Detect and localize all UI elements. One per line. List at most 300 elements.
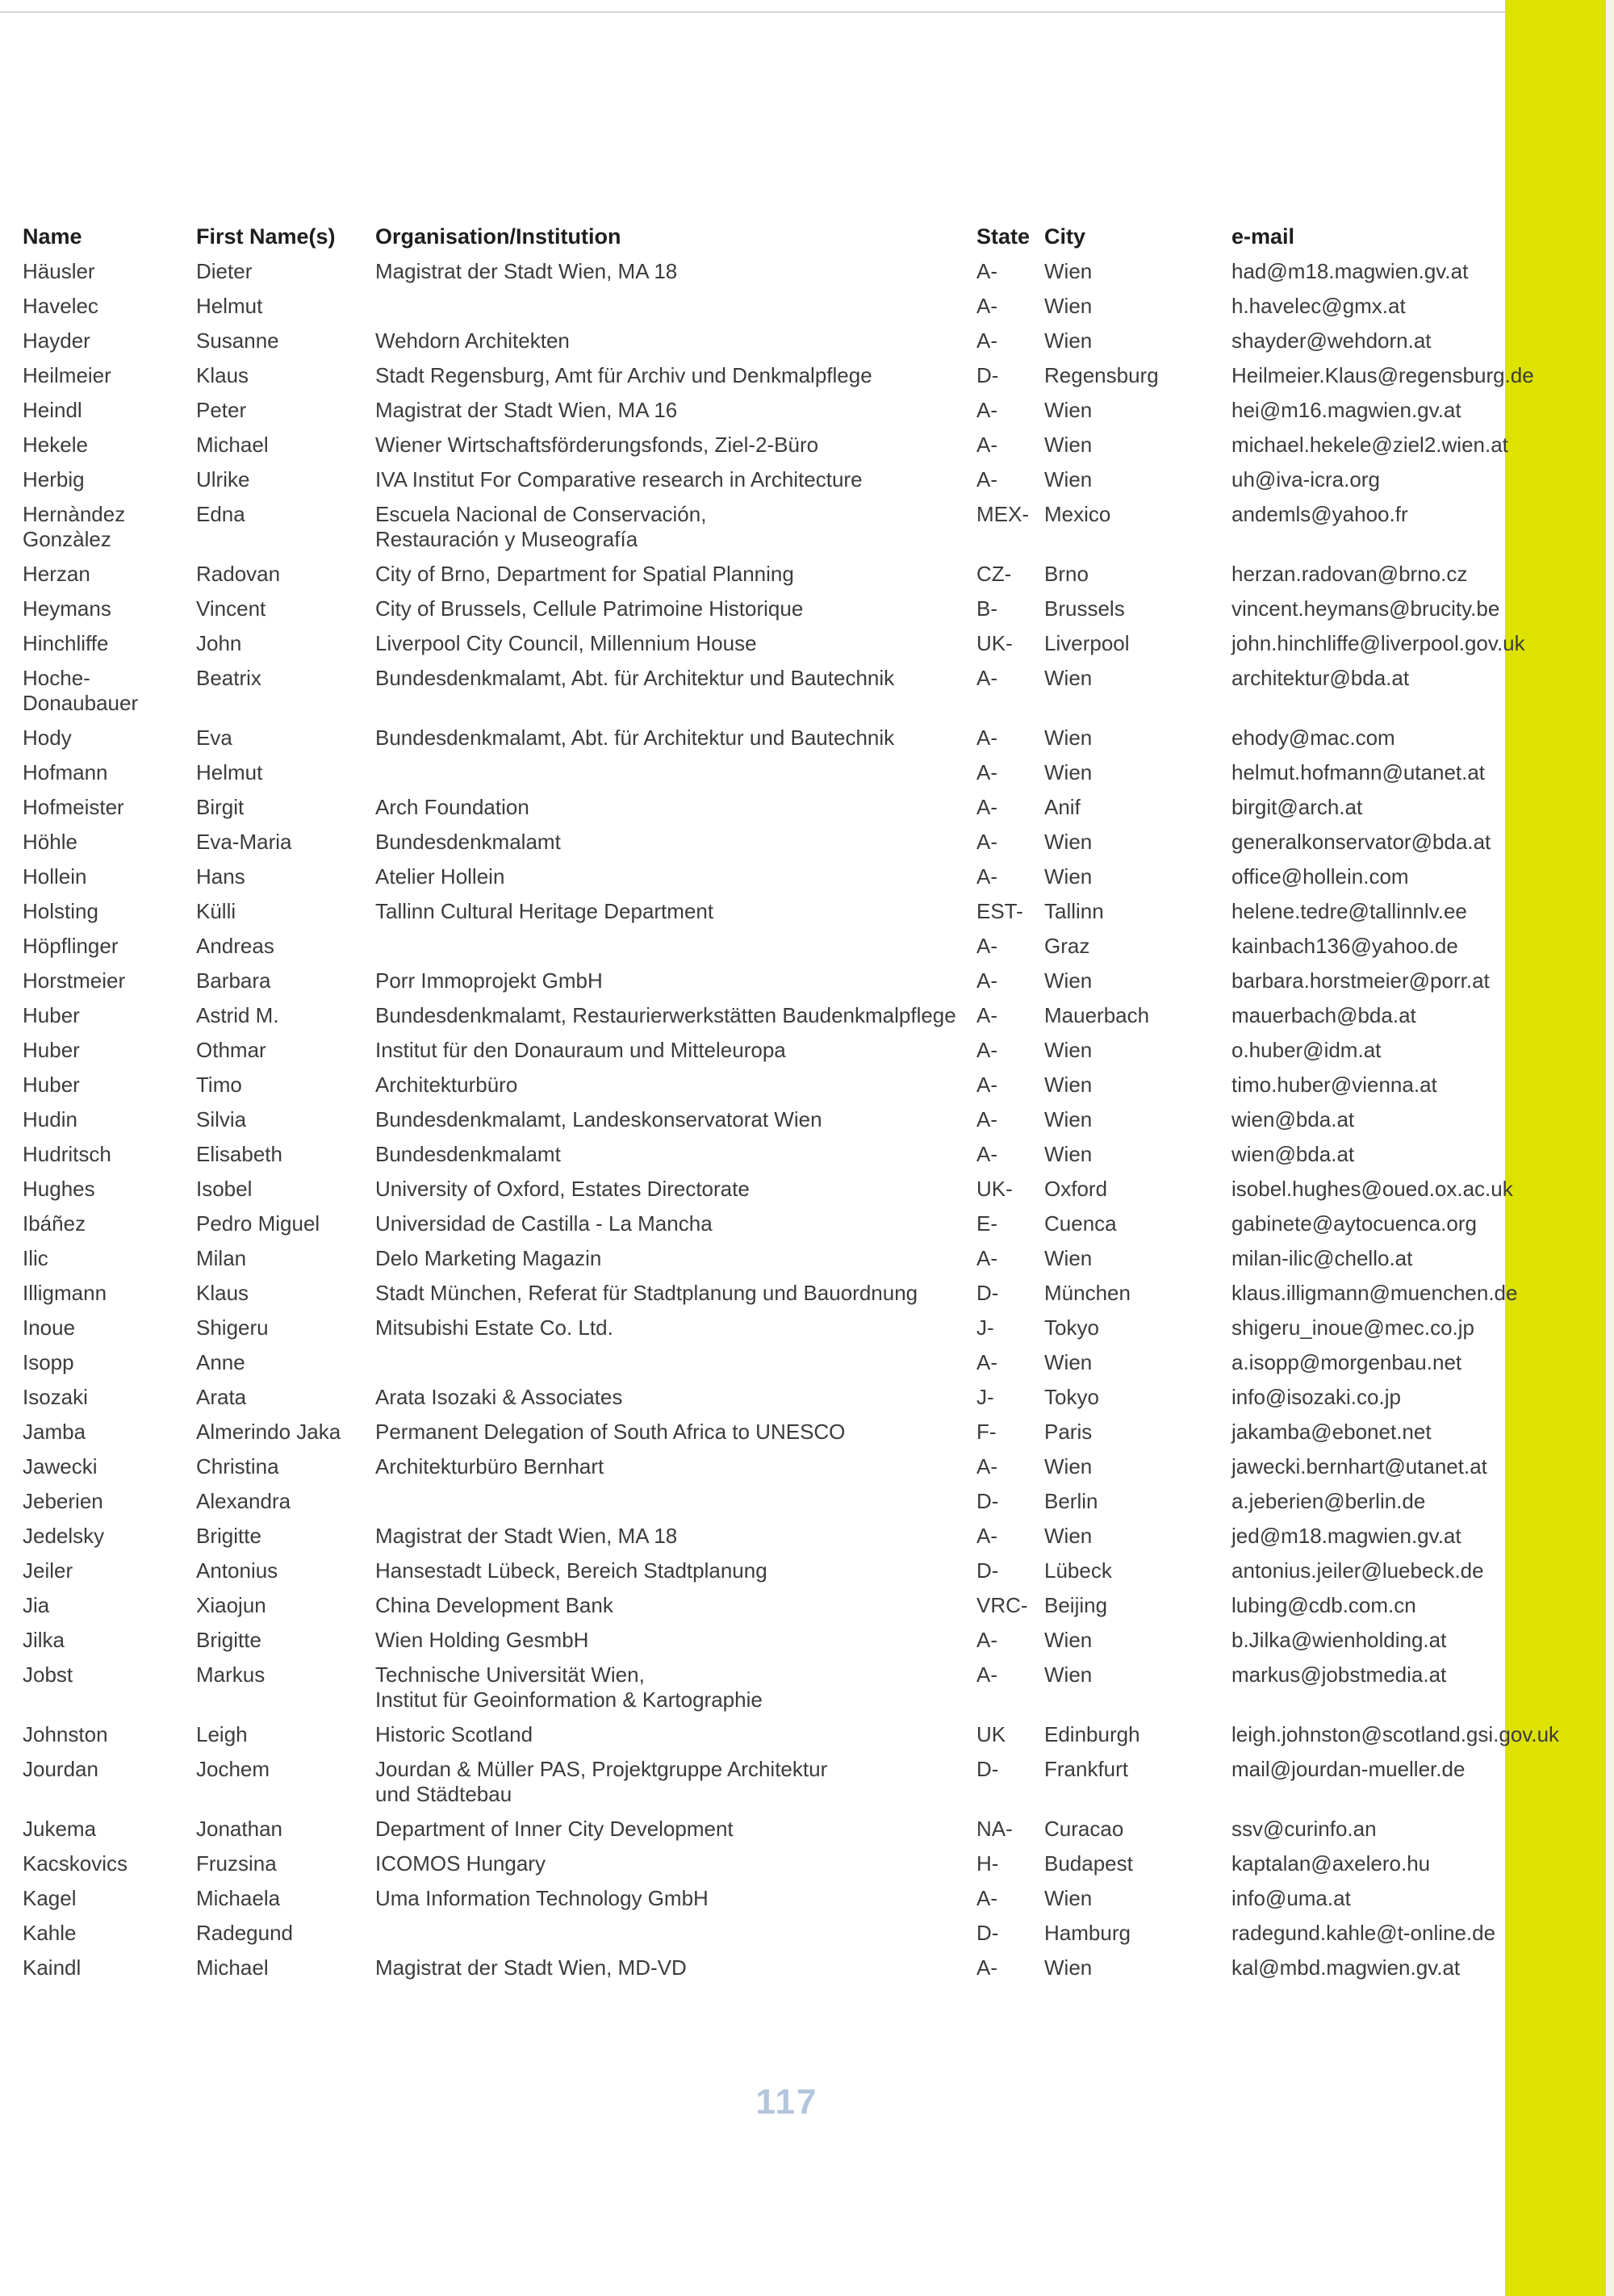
cell-email: info@isozaki.co.jp (1231, 1385, 1401, 1409)
cell-email: generalkonservator@bda.at (1231, 830, 1491, 854)
cell-name: Inoue (23, 1315, 76, 1340)
cell-organisation: Wiener Wirtschaftsförderungsfonds, Ziel-2-Büro (375, 433, 819, 457)
table-row (23, 1722, 1560, 1757)
cell-organisation: Bundesdenkmalamt, Abt. für Architektur und Bautechnik (375, 726, 895, 750)
cell-organisation: Department of Inner City Development (375, 1817, 734, 1841)
cell-state: A- (976, 1003, 997, 1027)
cell-email: b.Jilka@wienholding.at (1231, 1628, 1447, 1652)
cell-email: herzan.radovan@brno.cz (1231, 562, 1468, 586)
cell-city: Hamburg (1044, 1921, 1131, 1945)
cell-email: birgit@arch.at (1231, 795, 1363, 819)
table-row (23, 1558, 1556, 1593)
table-row (23, 1315, 1556, 1350)
cell-city: Wien (1044, 1662, 1093, 1687)
cell-first-name: Helmut (196, 760, 263, 784)
cell-email: ssv@curinfo.an (1231, 1817, 1377, 1841)
cell-state: A- (976, 467, 997, 491)
cell-organisation: Bundesdenkmalamt, Abt. für Architektur und Bautechnik (375, 666, 895, 690)
table-row (23, 1281, 1556, 1315)
cell-name: Kaindl (23, 1955, 82, 1980)
cell-state: A- (976, 1886, 997, 1910)
cell-name: Hoche- Donaubauer (23, 666, 139, 715)
cell-first-name: Astrid M. (196, 1003, 279, 1027)
table-row (23, 1886, 1556, 1921)
cell-email: antonius.jeiler@luebeck.de (1231, 1558, 1484, 1583)
cell-name: Isozaki (23, 1385, 88, 1409)
cell-name: Herbig (23, 467, 85, 491)
cell-city: Wien (1044, 968, 1093, 993)
table-row (23, 1757, 1556, 1817)
table-row (23, 726, 1556, 760)
cell-first-name: Almerindo Jaka (196, 1420, 341, 1444)
table-row (23, 363, 1556, 398)
table-row (23, 830, 1556, 864)
cell-email: barbara.horstmeier@porr.at (1231, 968, 1490, 993)
table-row (23, 328, 1556, 363)
cell-first-name: Markus (196, 1662, 266, 1687)
cell-state: A- (976, 1524, 997, 1548)
cell-name: Hudritsch (23, 1142, 111, 1166)
cell-organisation: IVA Institut For Comparative research in Architecture (375, 467, 863, 491)
cell-state: F- (976, 1420, 997, 1444)
cell-name: Herzan (23, 562, 90, 586)
cell-name: Hofmeister (23, 795, 124, 819)
cell-email: uh@iva-icra.org (1231, 467, 1380, 491)
cell-email: a.isopp@morgenbau.net (1231, 1350, 1462, 1374)
cell-organisation: Delo Marketing Magazin (375, 1246, 602, 1270)
cell-email: architektur@bda.at (1231, 666, 1410, 690)
cell-state: D- (976, 1921, 999, 1945)
cell-name: Jukema (23, 1817, 97, 1841)
cell-email: shigeru_inoue@mec.co.jp (1231, 1315, 1475, 1340)
cell-city: Wien (1044, 1038, 1093, 1062)
cell-organisation: University of Oxford, Estates Directorate (375, 1177, 750, 1201)
cell-organisation: Wehdorn Architekten (375, 328, 570, 353)
table-row (23, 1177, 1556, 1211)
cell-name: Jobst (23, 1662, 73, 1687)
cell-name: Havelec (23, 294, 98, 318)
cell-first-name: Michael (196, 433, 269, 457)
cell-state: A- (976, 259, 997, 283)
table-body (23, 259, 1560, 1990)
cell-organisation: Bundesdenkmalamt, Restaurierwerkstätten Baudenkmalpflege (375, 1003, 956, 1027)
cell-first-name: Eva-Maria (196, 830, 292, 854)
table-header (23, 224, 1556, 259)
cell-city: Mauerbach (1044, 1003, 1150, 1027)
table-row (23, 1593, 1556, 1628)
cell-name: Huber (23, 1073, 80, 1097)
table-row (23, 1038, 1556, 1073)
stripe-edge (1606, 0, 1614, 2296)
cell-state: D- (976, 1489, 999, 1513)
cell-first-name: Eva (196, 726, 232, 750)
table-row (23, 433, 1556, 467)
cell-email: markus@jobstmedia.at (1231, 1662, 1447, 1687)
table-row (23, 968, 1556, 1003)
cell-first-name: Isobel (196, 1177, 253, 1201)
cell-name: Ilic (23, 1246, 48, 1270)
header-organisation: Organisation/Institution (375, 224, 621, 249)
cell-state: EST- (976, 899, 1023, 923)
cell-name: Hughes (23, 1177, 95, 1201)
cell-state: A- (976, 1142, 997, 1166)
cell-city: Wien (1044, 467, 1093, 491)
cell-organisation: China Development Bank (375, 1593, 613, 1617)
cell-email: hei@m16.magwien.gv.at (1231, 398, 1461, 422)
cell-city: Curacao (1044, 1817, 1124, 1841)
cell-city: Lübeck (1044, 1558, 1112, 1583)
cell-name: Kacskovics (23, 1851, 128, 1876)
cell-city: Mexico (1044, 502, 1111, 526)
cell-state: A- (976, 1246, 997, 1270)
cell-name: Jeiler (23, 1558, 73, 1583)
cell-first-name: Antonius (196, 1558, 278, 1583)
table-row (23, 1489, 1556, 1524)
cell-email: mauerbach@bda.at (1231, 1003, 1416, 1027)
table-row (23, 1073, 1556, 1107)
cell-email: jakamba@ebonet.net (1231, 1420, 1432, 1444)
cell-state: A- (976, 1038, 997, 1062)
cell-name: Jourdan (23, 1757, 98, 1781)
cell-state: D- (976, 363, 999, 387)
cell-city: Regensburg (1044, 363, 1159, 387)
cell-first-name: Klaus (196, 1281, 249, 1305)
table-row (23, 502, 1556, 562)
cell-state: UK- (976, 631, 1013, 655)
table-row (23, 899, 1556, 934)
cell-organisation: Porr Immoprojekt GmbH (375, 968, 603, 993)
table-row (23, 795, 1556, 830)
cell-state: D- (976, 1757, 999, 1781)
cell-organisation: Bundesdenkmalamt (375, 830, 561, 854)
cell-state: A- (976, 294, 997, 318)
cell-organisation: Arch Foundation (375, 795, 529, 819)
cell-city: Wien (1044, 1107, 1093, 1131)
cell-name: Horstmeier (23, 968, 126, 993)
cell-email: milan-ilic@chello.at (1231, 1246, 1413, 1270)
cell-name: Hody (23, 726, 72, 750)
table-row (23, 864, 1556, 899)
cell-state: D- (976, 1558, 999, 1583)
table-row (23, 1107, 1556, 1142)
cell-city: Wien (1044, 398, 1093, 422)
page-number: 117 (755, 2082, 818, 2122)
cell-organisation: Permanent Delegation of South Africa to UNESCO (375, 1420, 846, 1444)
cell-name: Jia (23, 1593, 50, 1617)
cell-city: Liverpool (1044, 631, 1130, 655)
header-name: Name (23, 224, 82, 249)
cell-first-name: Ulrike (196, 467, 250, 491)
cell-first-name: Birgit (196, 795, 245, 819)
table-row (23, 666, 1556, 726)
cell-name: Hollein (23, 864, 87, 889)
cell-first-name: Silvia (196, 1107, 247, 1131)
cell-state: J- (976, 1385, 994, 1409)
cell-name: Jamba (23, 1420, 86, 1444)
table-row (23, 1003, 1556, 1038)
cell-organisation: Technische Universität Wien, Institut für Geoinformation & Kartographie (375, 1662, 763, 1712)
cell-first-name: Timo (196, 1073, 242, 1097)
table-row (23, 1350, 1556, 1385)
cell-organisation: Wien Holding GesmbH (375, 1628, 589, 1652)
table-row (23, 596, 1556, 631)
cell-email: helmut.hofmann@utanet.at (1231, 760, 1486, 784)
cell-first-name: Arata (196, 1385, 247, 1409)
cell-email: klaus.illigmann@muenchen.de (1231, 1281, 1518, 1305)
cell-name: Jilka (23, 1628, 65, 1652)
cell-email: helene.tedre@tallinnlv.ee (1231, 899, 1467, 923)
cell-state: A- (976, 433, 997, 457)
table-row (23, 467, 1556, 502)
cell-state: A- (976, 1107, 997, 1131)
header-city: City (1044, 224, 1086, 249)
cell-organisation: Historic Scotland (375, 1722, 533, 1746)
cell-email: shayder@wehdorn.at (1231, 328, 1432, 353)
cell-first-name: Alexandra (196, 1489, 291, 1513)
cell-state: MEX- (976, 502, 1029, 526)
header-email: e-mail (1231, 224, 1295, 249)
cell-first-name: Jonathan (196, 1817, 282, 1841)
cell-organisation: Uma Information Technology GmbH (375, 1886, 709, 1910)
cell-state: A- (976, 934, 997, 958)
table-row (23, 1246, 1556, 1281)
cell-city: Wien (1044, 1073, 1093, 1097)
cell-organisation: Magistrat der Stadt Wien, MA 18 (375, 259, 678, 283)
cell-first-name: Shigeru (196, 1315, 269, 1340)
cell-name: Häusler (23, 259, 95, 283)
table-row (23, 1817, 1556, 1851)
table-row (23, 1921, 1556, 1955)
cell-state: A- (976, 1073, 997, 1097)
cell-first-name: Radegund (196, 1921, 293, 1945)
cell-name: Hayder (23, 328, 90, 353)
cell-city: Edinburgh (1044, 1722, 1140, 1746)
cell-first-name: Helmut (196, 294, 263, 318)
cell-state: A- (976, 1662, 997, 1687)
cell-first-name: Hans (196, 864, 245, 889)
cell-email: radegund.kahle@t-online.de (1231, 1921, 1496, 1945)
cell-email: kal@mbd.magwien.gv.at (1231, 1955, 1461, 1980)
cell-email: ehody@mac.com (1231, 726, 1395, 750)
cell-organisation: Institut für den Donauraum und Mitteleuropa (375, 1038, 786, 1062)
table-row (23, 1955, 1556, 1990)
cell-city: Berlin (1044, 1489, 1098, 1513)
cell-email: o.huber@idm.at (1231, 1038, 1382, 1062)
cell-organisation: Escuela Nacional de Conservación, Restauración y Museografía (375, 502, 707, 551)
table-row (23, 1385, 1556, 1420)
cell-organisation: Stadt Regensburg, Amt für Archiv und Denkmalpflege (375, 363, 872, 387)
cell-organisation: Bundesdenkmalamt (375, 1142, 561, 1166)
table-row (23, 294, 1556, 328)
cell-organisation: Architekturbüro (375, 1073, 518, 1097)
cell-first-name: Xiaojun (196, 1593, 266, 1617)
cell-city: Wien (1044, 1628, 1093, 1652)
cell-organisation: Hansestadt Lübeck, Bereich Stadtplanung (375, 1558, 767, 1583)
table-row (23, 398, 1556, 433)
cell-first-name: Elisabeth (196, 1142, 282, 1166)
cell-name: Johnston (23, 1722, 108, 1746)
cell-city: Wien (1044, 726, 1093, 750)
cell-first-name: Christina (196, 1454, 279, 1478)
cell-city: Budapest (1044, 1851, 1133, 1876)
cell-city: Wien (1044, 1246, 1093, 1270)
cell-email: office@hollein.com (1231, 864, 1409, 889)
cell-email: kaptalan@axelero.hu (1231, 1851, 1431, 1876)
cell-first-name: Michael (196, 1955, 269, 1980)
cell-organisation: Stadt München, Referat für Stadtplanung und Bauordnung (375, 1281, 918, 1305)
cell-first-name: Külli (196, 899, 236, 923)
cell-name: Heilmeier (23, 363, 111, 387)
table-row (23, 934, 1556, 968)
cell-city: Tallinn (1044, 899, 1104, 923)
cell-state: A- (976, 864, 997, 889)
cell-email: timo.huber@vienna.at (1231, 1073, 1437, 1097)
cell-state: A- (976, 760, 997, 784)
cell-name: Heindl (23, 398, 82, 422)
cell-state: J- (976, 1315, 994, 1340)
top-rule (0, 11, 1505, 13)
cell-email: mail@jourdan-mueller.de (1231, 1757, 1466, 1781)
cell-name: Hernàndez Gonzàlez (23, 502, 126, 551)
cell-first-name: Andreas (196, 934, 274, 958)
cell-email: info@uma.at (1231, 1886, 1351, 1910)
cell-state: H- (976, 1851, 999, 1876)
cell-city: Wien (1044, 666, 1093, 690)
table-row (23, 1420, 1556, 1454)
cell-city: Anif (1044, 795, 1081, 819)
cell-first-name: Michaela (196, 1886, 281, 1910)
cell-first-name: Radovan (196, 562, 281, 586)
cell-first-name: Milan (196, 1246, 247, 1270)
cell-city: Graz (1044, 934, 1090, 958)
cell-name: Jedelsky (23, 1524, 105, 1548)
cell-organisation: Architekturbüro Bernhart (375, 1454, 604, 1478)
cell-city: Paris (1044, 1420, 1093, 1444)
cell-state: A- (976, 1628, 997, 1652)
cell-first-name: Barbara (196, 968, 271, 993)
cell-email: wien@bda.at (1231, 1107, 1355, 1131)
cell-city: Wien (1044, 864, 1093, 889)
table-row (23, 1524, 1556, 1558)
table-row (23, 1851, 1556, 1886)
table-row (23, 760, 1556, 795)
table-row (23, 631, 1556, 666)
cell-first-name: Othmar (196, 1038, 266, 1062)
cell-city: Wien (1044, 1142, 1093, 1166)
cell-first-name: Vincent (196, 596, 266, 621)
cell-city: Wien (1044, 1886, 1093, 1910)
cell-first-name: Klaus (196, 363, 249, 387)
cell-email: wien@bda.at (1231, 1142, 1355, 1166)
cell-email: jawecki.bernhart@utanet.at (1231, 1454, 1487, 1478)
cell-city: Wien (1044, 760, 1093, 784)
table-row (23, 1662, 1556, 1722)
cell-first-name: John (196, 631, 242, 655)
cell-city: Beijing (1044, 1593, 1108, 1617)
cell-organisation: Mitsubishi Estate Co. Ltd. (375, 1315, 613, 1340)
header-state: State (976, 224, 1031, 249)
cell-state: A- (976, 666, 997, 690)
cell-state: B- (976, 596, 997, 621)
cell-name: Heymans (23, 596, 111, 621)
cell-name: Hekele (23, 433, 88, 457)
cell-first-name: Beatrix (196, 666, 261, 690)
cell-organisation: Atelier Hollein (375, 864, 505, 889)
cell-organisation: City of Brno, Department for Spatial Planning (375, 562, 794, 586)
cell-name: Höhle (23, 830, 77, 854)
table-row (23, 259, 1556, 294)
table-row (23, 1211, 1556, 1246)
cell-city: Tokyo (1044, 1315, 1099, 1340)
cell-city: Wien (1044, 1350, 1093, 1374)
cell-email: kainbach136@yahoo.de (1231, 934, 1458, 958)
cell-state: A- (976, 1955, 997, 1980)
cell-city: Cuenca (1044, 1211, 1117, 1236)
cell-first-name: Susanne (196, 328, 279, 353)
cell-name: Ibáñez (23, 1211, 86, 1236)
cell-email: lubing@cdb.com.cn (1231, 1593, 1416, 1617)
cell-city: Brno (1044, 562, 1089, 586)
cell-name: Höpflinger (23, 934, 119, 958)
cell-name: Hofmann (23, 760, 108, 784)
cell-first-name: Brigitte (196, 1628, 261, 1652)
header-first-names: First Name(s) (196, 224, 336, 249)
cell-email: isobel.hughes@oued.ox.ac.uk (1231, 1177, 1513, 1201)
cell-first-name: Pedro Miguel (196, 1211, 320, 1236)
cell-state: NA- (976, 1817, 1013, 1841)
cell-email: gabinete@aytocuenca.org (1231, 1211, 1477, 1236)
cell-state: A- (976, 328, 997, 353)
cell-state: A- (976, 1350, 997, 1374)
table-row (23, 1628, 1556, 1662)
cell-state: E- (976, 1211, 997, 1236)
cell-organisation: Magistrat der Stadt Wien, MD-VD (375, 1955, 687, 1980)
cell-first-name: Brigitte (196, 1524, 261, 1548)
cell-email: vincent.heymans@brucity.be (1231, 596, 1500, 621)
cell-first-name: Edna (196, 502, 245, 526)
cell-city: Wien (1044, 1454, 1093, 1478)
cell-city: Frankfurt (1044, 1757, 1129, 1781)
cell-city: Wien (1044, 1955, 1093, 1980)
cell-city: München (1044, 1281, 1131, 1305)
cell-email: a.jeberien@berlin.de (1231, 1489, 1426, 1513)
cell-first-name: Anne (196, 1350, 245, 1374)
cell-email: h.havelec@gmx.at (1231, 294, 1406, 318)
cell-state: VRC- (976, 1593, 1028, 1617)
cell-organisation: City of Brussels, Cellule Patrimoine Historique (375, 596, 804, 621)
cell-organisation: Magistrat der Stadt Wien, MA 16 (375, 398, 678, 422)
cell-name: Holsting (23, 899, 98, 923)
cell-first-name: Dieter (196, 259, 253, 283)
cell-state: A- (976, 398, 997, 422)
cell-organisation: Liverpool City Council, Millennium House (375, 631, 757, 655)
cell-first-name: Peter (196, 398, 247, 422)
cell-first-name: Leigh (196, 1722, 248, 1746)
cell-state: A- (976, 830, 997, 854)
cell-city: Oxford (1044, 1177, 1108, 1201)
cell-name: Kahle (23, 1921, 77, 1945)
cell-city: Brussels (1044, 596, 1125, 621)
cell-state: UK- (976, 1177, 1013, 1201)
cell-email: john.hinchliffe@liverpool.gov.uk (1231, 631, 1525, 655)
cell-state: CZ- (976, 562, 1012, 586)
table-row (23, 562, 1556, 596)
cell-organisation: Universidad de Castilla - La Mancha (375, 1211, 713, 1236)
table-row (23, 1454, 1556, 1489)
contact-table (23, 224, 1560, 1990)
cell-first-name: Jochem (196, 1757, 270, 1781)
cell-email: andemls@yahoo.fr (1231, 502, 1408, 526)
